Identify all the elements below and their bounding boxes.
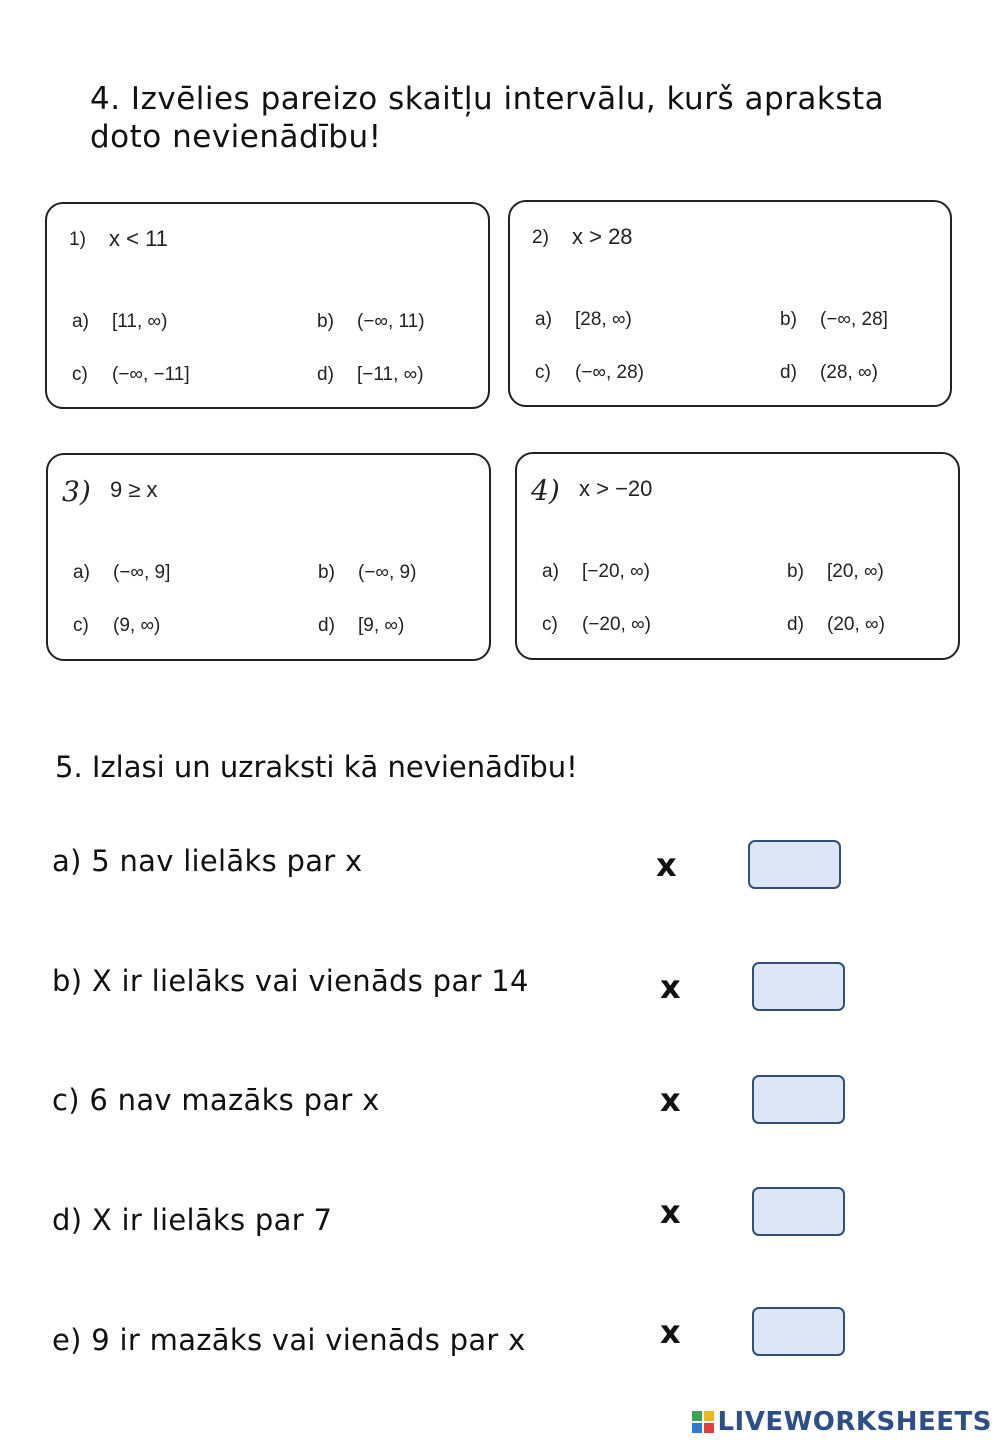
logo-text: LIVEWORKSHEETS (717, 1407, 992, 1437)
question-inequality: x > 28 (572, 224, 633, 249)
variable-x: x (660, 1313, 681, 1351)
liveworksheets-logo (692, 1407, 992, 1437)
answer-input-d[interactable] (752, 1187, 845, 1236)
answer-input-a[interactable] (748, 840, 841, 889)
option-a[interactable] (542, 561, 650, 583)
task5-title: 5. Izlasi un uzraksti kā nevienādību! (55, 750, 578, 784)
answer-input-e[interactable] (752, 1307, 845, 1356)
variable-x: x (660, 1193, 681, 1231)
option-value: [11, ∞) (112, 311, 168, 332)
statement-text: a) 5 nav lielāks par x (52, 844, 363, 878)
option-label: d) (318, 615, 335, 636)
option-label: d) (787, 614, 804, 635)
statement-row-c (0, 1073, 1000, 1133)
option-value: (−20, ∞) (582, 614, 651, 635)
question-number: 1) (69, 229, 86, 250)
option-c[interactable] (542, 614, 651, 636)
task4-title: 4. Izvēlies pareizo skaitļu intervālu, kurš apraksta doto nevienādību! (90, 81, 885, 155)
option-a[interactable] (72, 311, 167, 333)
option-a[interactable] (535, 309, 632, 331)
statement-text: d) X ir lielāks par 7 (52, 1203, 333, 1237)
statement-text: e) 9 ir mazāks vai vienāds par x (52, 1323, 526, 1357)
option-label: b) (318, 562, 335, 583)
variable-x: x (660, 968, 681, 1006)
option-label: a) (535, 309, 552, 330)
question-box-3 (46, 453, 491, 661)
question-box-4 (515, 452, 960, 660)
option-d[interactable] (317, 364, 424, 386)
option-value: [28, ∞) (575, 309, 632, 330)
option-label: d) (317, 364, 334, 385)
option-value: (9, ∞) (113, 615, 161, 636)
variable-x: x (656, 846, 677, 884)
option-d[interactable] (780, 362, 878, 384)
option-b[interactable] (787, 561, 884, 583)
option-d[interactable] (787, 614, 885, 636)
option-label: a) (72, 311, 89, 332)
option-label: b) (317, 311, 334, 332)
option-label: b) (780, 309, 797, 330)
option-b[interactable] (318, 562, 416, 584)
option-value: (20, ∞) (827, 614, 885, 635)
option-d[interactable] (318, 615, 404, 637)
question-box-2 (508, 200, 952, 407)
option-value: [−20, ∞) (582, 561, 650, 582)
option-label: c) (535, 362, 551, 383)
statement-row-e (0, 1305, 1000, 1365)
variable-x: x (660, 1081, 681, 1119)
statement-row-a (0, 838, 1000, 898)
option-value: [20, ∞) (827, 561, 884, 582)
option-label: c) (73, 615, 89, 636)
option-value: (−∞, −11] (112, 364, 190, 385)
answer-input-b[interactable] (752, 962, 845, 1011)
statement-text: c) 6 nav mazāks par x (52, 1083, 380, 1117)
option-value: [−11, ∞) (357, 364, 424, 385)
option-label: d) (780, 362, 797, 383)
option-label: c) (542, 614, 558, 635)
option-c[interactable] (72, 364, 190, 386)
statement-row-b (0, 960, 1000, 1020)
option-b[interactable] (780, 309, 888, 331)
question-inequality: x > −20 (579, 476, 653, 501)
option-b[interactable] (317, 311, 425, 333)
option-value: (−∞, 11) (357, 311, 425, 332)
option-value: (−∞, 9] (113, 562, 171, 583)
logo-mark-icon (692, 1411, 714, 1433)
question-box-1 (45, 202, 490, 409)
question-number: 3) (62, 475, 91, 508)
option-label: a) (73, 562, 90, 583)
option-c[interactable] (535, 362, 644, 384)
question-number: 4) (531, 474, 560, 507)
option-value: (28, ∞) (820, 362, 878, 383)
option-label: a) (542, 561, 559, 582)
option-value: (−∞, 9) (358, 562, 417, 583)
statement-row-d (0, 1185, 1000, 1245)
option-value: (−∞, 28) (575, 362, 644, 383)
option-a[interactable] (73, 562, 170, 584)
question-number: 2) (532, 227, 549, 248)
question-inequality: 9 ≥ x (110, 477, 158, 502)
option-label: c) (72, 364, 88, 385)
answer-input-c[interactable] (752, 1075, 845, 1124)
option-c[interactable] (73, 615, 160, 637)
option-value: [9, ∞) (358, 615, 405, 636)
statement-text: b) X ir lielāks vai vienāds par 14 (52, 964, 529, 998)
option-label: b) (787, 561, 804, 582)
option-value: (−∞, 28] (820, 309, 888, 330)
question-inequality: x < 11 (109, 226, 168, 251)
